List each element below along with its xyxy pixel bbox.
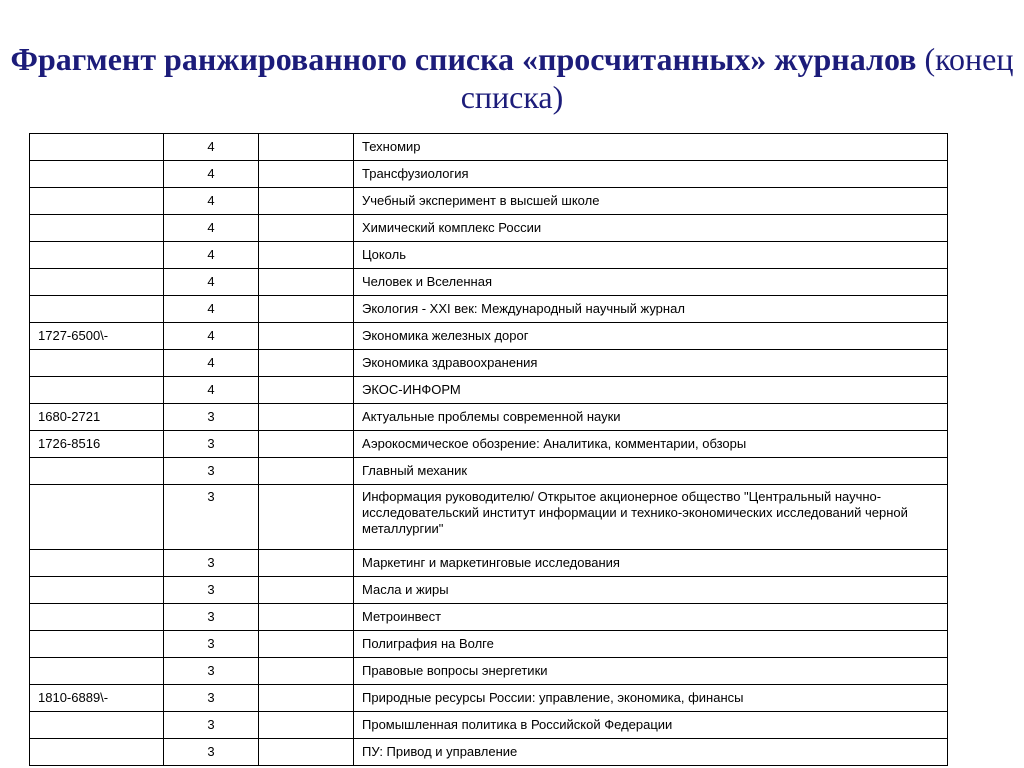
extra-cell (259, 215, 354, 242)
journal-title-cell: Маркетинг и маркетинговые исследования (354, 550, 948, 577)
extra-cell (259, 685, 354, 712)
extra-cell (259, 712, 354, 739)
journal-title-cell: Масла и жиры (354, 577, 948, 604)
issn-cell (30, 577, 164, 604)
journal-title-cell: Учебный эксперимент в высшей школе (354, 188, 948, 215)
table-row (30, 269, 948, 296)
journal-title-cell: ЭКОС-ИНФОРМ (354, 377, 948, 404)
extra-cell (259, 161, 354, 188)
journal-title-cell: Актуальные проблемы современной науки (354, 404, 948, 431)
issn-cell (30, 550, 164, 577)
issn-cell (30, 631, 164, 658)
table-row (30, 631, 948, 658)
issn-cell (30, 658, 164, 685)
page-title-bold: Фрагмент ранжированного списка «просчитанных» журналов (10, 41, 917, 77)
rank-cell: 3 (164, 712, 259, 739)
rank-cell: 4 (164, 188, 259, 215)
journal-title-cell: Правовые вопросы энергетики (354, 658, 948, 685)
rank-cell: 4 (164, 377, 259, 404)
table-row (30, 404, 948, 431)
rank-cell: 3 (164, 485, 259, 550)
table-row (30, 188, 948, 215)
extra-cell (259, 323, 354, 350)
table-row (30, 485, 948, 550)
table-row (30, 377, 948, 404)
issn-cell (30, 215, 164, 242)
rank-cell: 4 (164, 161, 259, 188)
journal-title-cell: Экология - XXI век: Международный научный журнал (354, 296, 948, 323)
issn-cell (30, 377, 164, 404)
extra-cell (259, 134, 354, 161)
table-row (30, 350, 948, 377)
extra-cell (259, 739, 354, 766)
extra-cell (259, 404, 354, 431)
table-row (30, 134, 948, 161)
table-row (30, 458, 948, 485)
journal-title-cell: Природные ресурсы России: управление, экономика, финансы (354, 685, 948, 712)
rank-cell: 3 (164, 739, 259, 766)
table-row (30, 215, 948, 242)
journal-title-cell: Техномир (354, 134, 948, 161)
table-row (30, 323, 948, 350)
extra-cell (259, 188, 354, 215)
journal-title-cell: Аэрокосмическое обозрение: Аналитика, комментарии, обзоры (354, 431, 948, 458)
rank-cell: 3 (164, 631, 259, 658)
extra-cell (259, 296, 354, 323)
rank-cell: 4 (164, 215, 259, 242)
journal-title-cell: Информация руководителю/ Открытое акционерное общество "Центральный научно-исследовательский институт информации и технико-экономических исследований черной металлургии" (354, 485, 948, 550)
journal-title-cell: Экономика железных дорог (354, 323, 948, 350)
rank-cell: 3 (164, 404, 259, 431)
table-row (30, 739, 948, 766)
issn-cell (30, 350, 164, 377)
extra-cell (259, 431, 354, 458)
issn-cell (30, 188, 164, 215)
rank-cell: 3 (164, 658, 259, 685)
rank-cell: 4 (164, 269, 259, 296)
extra-cell (259, 550, 354, 577)
page-title (0, 40, 1024, 116)
rank-cell: 3 (164, 550, 259, 577)
issn-cell: 1727-6500\- (30, 323, 164, 350)
issn-cell (30, 739, 164, 766)
table-row (30, 242, 948, 269)
journal-title-cell: ПУ: Привод и управление (354, 739, 948, 766)
journal-title-cell: Цоколь (354, 242, 948, 269)
table-row (30, 431, 948, 458)
journal-title-cell: Главный механик (354, 458, 948, 485)
issn-cell: 1680-2721 (30, 404, 164, 431)
extra-cell (259, 242, 354, 269)
table-row (30, 604, 948, 631)
page-title-subtitle: (конец списка) (460, 41, 1014, 115)
issn-cell (30, 712, 164, 739)
table-row (30, 712, 948, 739)
extra-cell (259, 658, 354, 685)
issn-cell (30, 458, 164, 485)
table-row (30, 550, 948, 577)
journals-table (29, 133, 948, 766)
issn-cell (30, 242, 164, 269)
rank-cell: 3 (164, 604, 259, 631)
rank-cell: 4 (164, 242, 259, 269)
issn-cell (30, 604, 164, 631)
rank-cell: 4 (164, 350, 259, 377)
journal-title-cell: Экономика здравоохранения (354, 350, 948, 377)
journals-table-body (30, 134, 948, 766)
issn-cell (30, 296, 164, 323)
issn-cell: 1810-6889\- (30, 685, 164, 712)
journal-title-cell: Трансфузиология (354, 161, 948, 188)
table-row (30, 658, 948, 685)
journal-title-cell: Промышленная политика в Российской Федерации (354, 712, 948, 739)
rank-cell: 4 (164, 134, 259, 161)
extra-cell (259, 577, 354, 604)
journal-title-cell: Химический комплекс России (354, 215, 948, 242)
journal-title-cell: Метроинвест (354, 604, 948, 631)
issn-cell (30, 134, 164, 161)
rank-cell: 3 (164, 458, 259, 485)
extra-cell (259, 350, 354, 377)
extra-cell (259, 458, 354, 485)
extra-cell (259, 604, 354, 631)
issn-cell (30, 269, 164, 296)
issn-cell: 1726-8516 (30, 431, 164, 458)
issn-cell (30, 485, 164, 550)
extra-cell (259, 631, 354, 658)
table-row (30, 577, 948, 604)
rank-cell: 4 (164, 323, 259, 350)
extra-cell (259, 377, 354, 404)
extra-cell (259, 485, 354, 550)
rank-cell: 3 (164, 577, 259, 604)
table-row (30, 296, 948, 323)
table-row (30, 161, 948, 188)
journal-title-cell: Человек и Вселенная (354, 269, 948, 296)
rank-cell: 4 (164, 296, 259, 323)
journal-title-cell: Полиграфия на Волге (354, 631, 948, 658)
rank-cell: 3 (164, 685, 259, 712)
table-row (30, 685, 948, 712)
extra-cell (259, 269, 354, 296)
issn-cell (30, 161, 164, 188)
rank-cell: 3 (164, 431, 259, 458)
